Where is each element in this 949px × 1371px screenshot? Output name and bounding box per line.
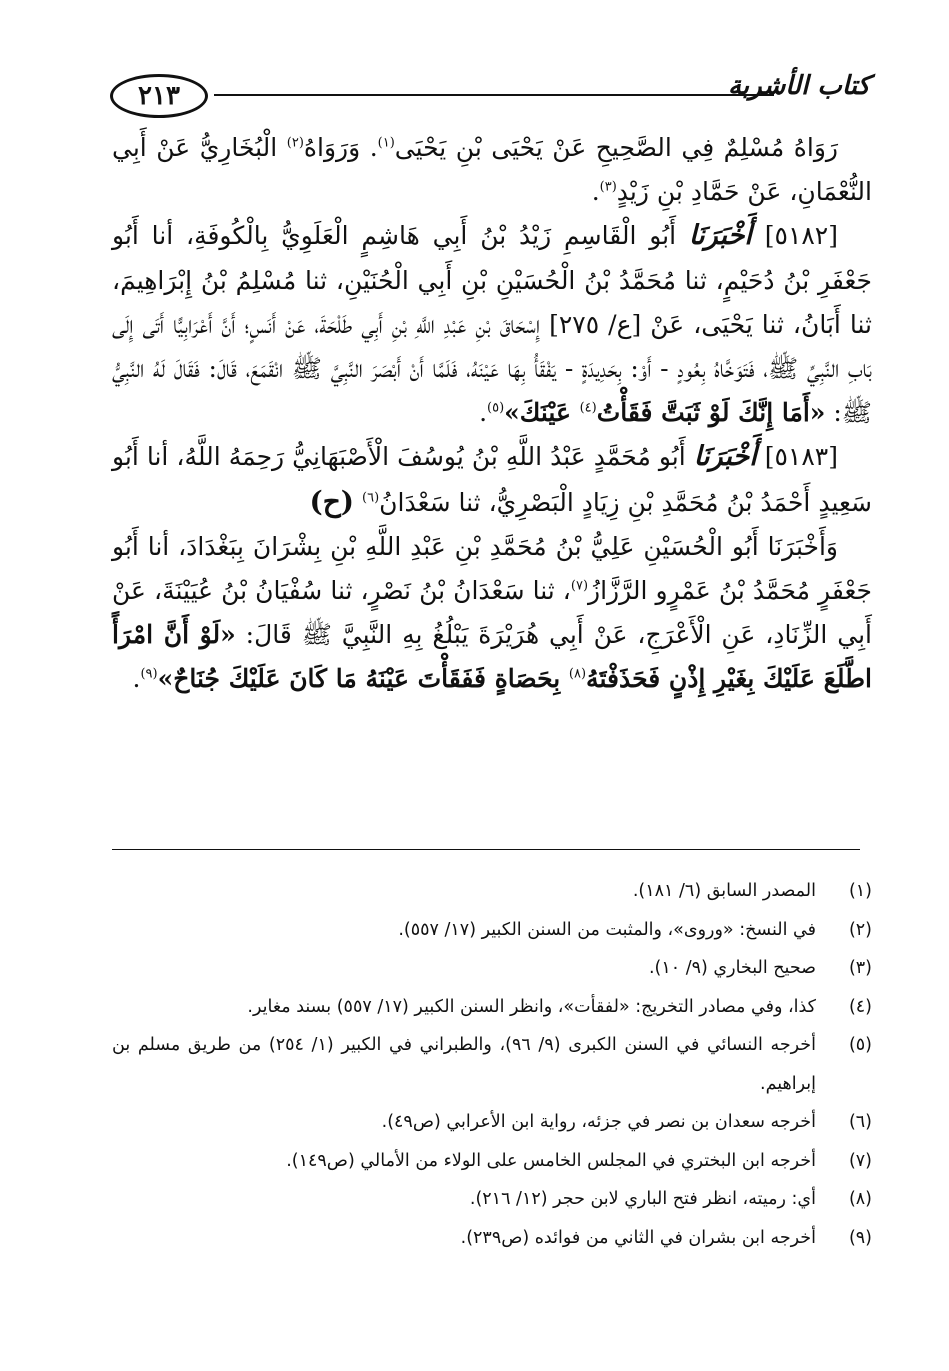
text: أَبُو مُحَمَّدٍ عَبْدُ اللَّهِ بْنُ يُوسُفَ الْأَصْبَهَانِيُّ رَحِمَهُ اللَّهُ، أنا أَبُو سَعِيدٍ أَحْمَدُ بْنُ مُحَمَّدِ بْنِ زِيَادٍ الْبَصْرِيُّ، ثنا سَعْدَانُ — [112, 442, 872, 517]
footnote — [112, 1026, 872, 1103]
text: أَبُو الْقَاسِمِ زَيْدُ بْنُ أَبِي هَاشِمٍ الْعَلَوِيُّ بِالْكُوفَةِ، أنا أَبُو جَعْفَرِ بْنُ دُحَيْمٍ، ثنا مُحَمَّدُ بْنُ الْحُسَيْنِ بْنِ أَبِي الْحُنَيْنِ، ثنا مُسْلِمُ بْنُ إِبْرَاهِيمَ، ثنا أَبَانُ، ثنا يَحْيَى، عَنْ [ع/ ٢٧٥] إِسْحَاقَ بْنِ عَبْدِ اللَّهِ بْنِ أَبِي طَلْحَةَ، عَنْ أَنَسٍ؛ أَنَّ أَعْرَابِيًّا أَتَى إِلَى بَابِ النَّبِيِّ ﷺ، فَتَوَخَّاهُ بِعُودٍ - أَوْ: بِحَدِيدَةٍ - يَفْقَأُ بِهَا عَيْنَهُ، فَلَمَّا أَنْ أَبْصَرَ النَّبِيَّ ﷺ انْقَمَعَ، قَالَ: فَقَالَ لَهُ النَّبِيُّ ﷺ: — [112, 221, 872, 428]
main-text — [112, 126, 872, 702]
hadith-text: «أَمَا إِنَّكَ لَوْ ثَبَتَّ فَقَأْتُ — [596, 398, 826, 428]
hadith-text: «لَوْ أَنَّ امْرَأً اطَّلَعَ عَلَيْكَ بِغَيْرِ إِذْنٍ فَحَذَفْتَهُ — [112, 620, 872, 694]
footnote — [112, 872, 872, 911]
footnote — [112, 988, 872, 1027]
footnote-ref: (٥) — [487, 400, 505, 416]
footnote-ref: (٤) — [579, 400, 597, 416]
text: وَأَخْبَرَنَا أَبُو الْحُسَيْنِ عَلِيُّ بْنُ مُحَمَّدِ بْنِ عَبْدِ اللَّهِ بْنِ بِشْرَانَ بِبَغْدَادَ، أنا أَبُو جَعْفَرٍ مُحَمَّدُ بْنُ عَمْرٍو الرَّزَّازُ — [112, 531, 872, 606]
footnote-ref: (١) — [377, 135, 395, 151]
footnote-text: أي: رميته، انظر فتح الباري لابن حجر (١٢/ ٢١٦). — [469, 1189, 816, 1209]
footnote-text: كذا، وفي مصادر التخريج: «لفقأت»، وانظر السنن الكبير (١٧/ ٥٥٧) بسند مغاير. — [247, 996, 816, 1017]
footnote-text: أخرجه ابن البختري في المجلس الخامس على الولاء من الأمالي (ص١٤٩). — [286, 1150, 816, 1171]
book-title: كتاب الأشربة — [727, 71, 870, 101]
footnote — [112, 1142, 872, 1181]
text: . — [479, 398, 488, 428]
footnote-text: أخرجه ابن بشران في الثاني من فوائده (ص٢٣٩). — [460, 1227, 816, 1248]
hadith-text: عَيْنَكَ» — [504, 398, 580, 428]
text: ، ثنا سَعْدَانُ بْنُ نَصْرٍ، ثنا سُفْيَانُ بْنُ عُيَيْنَةَ، عَنْ أَبِي الزِّنَادِ، عَنِ الْأَعْرَجِ، عَنْ أَبِي هُرَيْرَةَ يَبْلُغُ بِهِ النَّبِيَّ ﷺ قَالَ: — [112, 576, 872, 650]
text: . وَرَوَاهُ — [303, 133, 378, 162]
akhbarana-heading: أَخْبَرَنَا — [688, 220, 752, 252]
footnote-separator — [112, 849, 860, 850]
paragraph-1 — [112, 126, 872, 214]
footnote-ref: (٦) — [362, 490, 380, 506]
footnote — [112, 1180, 872, 1219]
footnote-number: (٤) — [848, 996, 872, 1017]
footnote-ref: (٣) — [599, 179, 617, 195]
footnote-number: (٢) — [848, 919, 872, 940]
text: . — [591, 177, 600, 207]
footnote-number: (٣) — [848, 958, 872, 978]
footnote — [112, 911, 872, 950]
footnote-number: (٨) — [848, 1189, 872, 1209]
header-rule — [214, 94, 774, 96]
page-header — [110, 64, 870, 124]
footnote-number: (٥) — [848, 1035, 872, 1055]
footnote-text: صحيح البخاري (٩/ ١٠). — [648, 958, 816, 978]
footnote-ref: (٢) — [286, 135, 304, 151]
tahwil-mark: (ح) — [309, 484, 355, 518]
footnote-text: أخرجه النسائي في السنن الكبرى (٩/ ٩٦)، والطبراني في الكبير (١/ ٢٥٤) من طريق مسلم بن إبراهيم. — [112, 1035, 816, 1094]
footnote-number: (١) — [848, 881, 872, 901]
footnote-ref: (٨) — [568, 667, 587, 683]
paragraph-5183-second-chain — [112, 525, 872, 702]
footnote — [112, 1219, 872, 1258]
hadith-text: بِحَصَاةٍ فَفَقَأْتَ عَيْنَهُ مَا كَانَ عَلَيْكَ جُنَاحٌ» — [157, 664, 569, 694]
text: رَوَاهُ مُسْلِمٌ فِي الصَّحِيحِ عَنْ يَحْيَى بْنِ يَحْيَى — [394, 133, 838, 162]
page-number: ٢١٣ — [110, 74, 208, 118]
footnote-text: المصدر السابق (٦/ ١٨١). — [632, 881, 816, 901]
hadith-number: [٥١٨٢] — [764, 221, 838, 251]
footnote — [112, 949, 872, 988]
footnote-text: أخرجه سعدان بن نصر في جزئه، رواية ابن الأعرابي (ص٤٩). — [381, 1112, 816, 1132]
footnote — [112, 1103, 872, 1142]
paragraph-5182 — [112, 214, 872, 435]
text: الْبُخَارِيُّ عَنْ أَبِي النُّعْمَانِ، عَنْ حَمَّادِ بْنِ زَيْدٍ — [112, 133, 872, 207]
footnote-number: (٧) — [848, 1150, 872, 1171]
footnote-number: (٩) — [848, 1227, 872, 1248]
text: . — [132, 664, 141, 694]
akhbarana-heading: أَخْبَرَنَا — [693, 441, 757, 473]
footnote-ref: (٩) — [140, 667, 158, 683]
footnote-ref: (٧) — [570, 578, 589, 594]
footnotes — [112, 872, 872, 1257]
footnote-number: (٦) — [848, 1112, 872, 1132]
footnote-text: في النسخ: «وروى»، والمثبت من السنن الكبير (١٧/ ٥٥٧). — [398, 919, 816, 940]
hadith-number: [٥١٨٣] — [764, 442, 838, 472]
paragraph-5183 — [112, 435, 872, 524]
